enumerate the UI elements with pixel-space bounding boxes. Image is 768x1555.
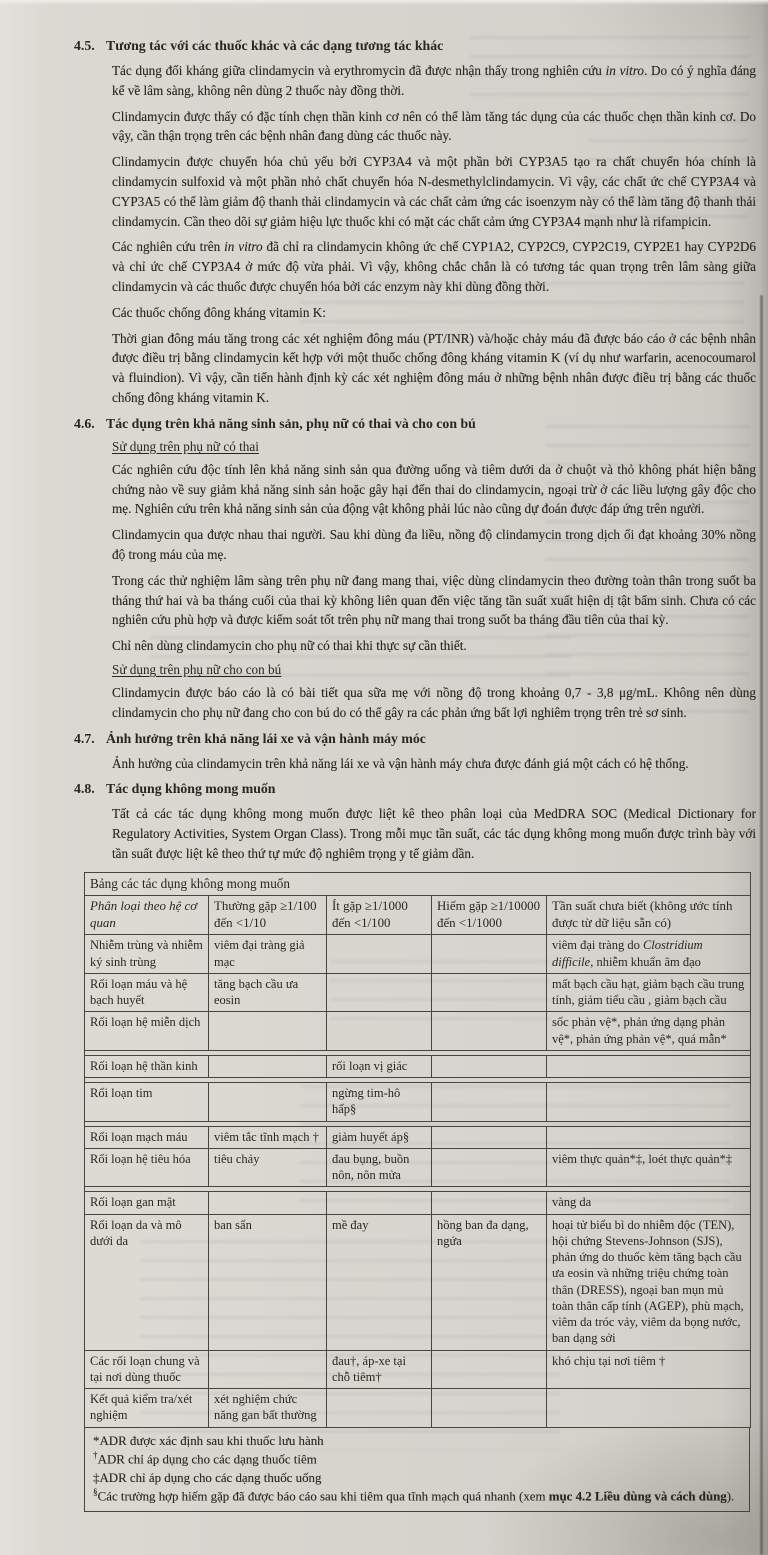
table-cell bbox=[432, 1192, 547, 1214]
section-title: Tác dụng không mong muốn bbox=[106, 781, 276, 797]
paragraph: Trong các thử nghiệm lâm sàng trên phụ nữ đang mang thai, việc dùng clindamycin theo đường toàn thân trong suốt ba tháng thứ hai và ba tháng cuối của thai kỳ không liên quan đến việc tăng tần suất xuất hiện dị tật bẩm sinh. Chưa có các nghiên cứu phù hợp và được kiểm soát tốt trên phụ nữ mang thai trong suốt ba tháng đầu tiên của thai kỳ. bbox=[112, 572, 756, 628]
table-cell: Rối loạn máu và hệ bạch huyết bbox=[85, 973, 209, 1012]
paragraph-text: Tác dụng đối kháng giữa clindamycin và erythromycin đã được nhận thấy trong nghiên cứu bbox=[112, 63, 606, 78]
table-cell: tiêu chảy bbox=[209, 1148, 327, 1187]
column-header: Hiếm gặp ≥1/10000 đến <1/1000 bbox=[432, 895, 547, 935]
footnote-text: ADR chỉ áp dụng cho các dạng thuốc uống bbox=[99, 1470, 322, 1485]
section-number: 4.5. bbox=[74, 38, 95, 53]
paragraph: Ảnh hưởng của clindamycin trên khả năng lái xe và vận hành máy chưa được đánh giá một cách có hệ thống. bbox=[112, 755, 689, 771]
paragraph: Clindamycin được chuyển hóa chủ yếu bởi CYP3A4 và một phần bởi CYP3A5 tạo ra chất chuyển hóa chính là clindamycin sulfoxid và một phần nhỏ chất chuyển hóa N-desmethylclindamycin. Vì vậy, các chất ức chế CYP3A4 và CYP3A5 có thể làm giảm độ thanh thải clindamycin và các chất cảm ứng các isoenzym này có thể làm tăng độ thanh thải clindamycin. Cần theo dõi sự giảm hiệu lực thuốc khi có mặt các chất cảm ứng CYP3A4 mạnh như là rifampicin. bbox=[112, 154, 756, 229]
table-cell bbox=[209, 1012, 327, 1051]
table-row bbox=[85, 1192, 751, 1214]
column-header: Thường gặp ≥1/100 đến <1/10 bbox=[209, 895, 327, 935]
table-cell: Rối loạn mạch máu bbox=[85, 1126, 209, 1148]
table-cell: viêm tắc tĩnh mạch † bbox=[209, 1126, 327, 1148]
table-row bbox=[85, 973, 751, 1012]
footnote-text: ADR chỉ áp dụng cho các dạng thuốc tiêm bbox=[97, 1452, 317, 1467]
paragraph-text: . Do có ý nghĩa đáng kể về lâm sàng, không nên dùng 2 thuốc này đồng thời. bbox=[112, 63, 756, 98]
section-title: Tác dụng trên khả năng sinh sản, phụ nữ có thai và cho con bú bbox=[106, 415, 476, 431]
table-cell bbox=[327, 973, 432, 1012]
table-cell bbox=[432, 973, 547, 1012]
table-cell bbox=[327, 1012, 432, 1051]
section-4-8-heading bbox=[74, 779, 756, 799]
section-number: 4.6. bbox=[74, 415, 95, 431]
table-title: Bảng các tác dụng không mong muốn bbox=[85, 872, 751, 895]
footnote-text: ). bbox=[726, 1489, 735, 1504]
table-cell: Rối loạn da và mô dưới da bbox=[85, 1214, 209, 1350]
table-cell bbox=[547, 935, 751, 974]
table-cell bbox=[432, 1350, 547, 1389]
paragraph bbox=[112, 61, 756, 101]
table-cell bbox=[209, 1350, 327, 1389]
section-4-7-heading bbox=[74, 729, 756, 749]
column-header: Ít gặp ≥1/1000 đến <1/100 bbox=[327, 895, 432, 935]
section-4-5-heading bbox=[74, 36, 756, 56]
table-cell: Nhiễm trùng và nhiễm ký sinh trùng bbox=[85, 935, 209, 974]
table-row bbox=[85, 1126, 751, 1148]
footnote-text: Các trường hợp hiếm gặp đã được báo cáo sau khi tiêm qua tĩnh mạch quá nhanh (xem bbox=[97, 1489, 549, 1504]
paragraph-text: đã chỉ ra clindamycin không ức chế CYP1A2, CYP2C9, CYP2C19, CYP2E1 hay CYP2D6 và chỉ ức chế CYP3A4 ở mức độ vừa phải. Vì vậy, không chắc chắn là có tương tác quan trọng trên lâm sàng giữa clindamycin và các thuốc được chuyển hóa bởi các enzym này khi dùng đồng thời. bbox=[112, 239, 756, 294]
table-cell bbox=[432, 1083, 547, 1122]
table-header-row bbox=[85, 895, 751, 935]
table-cell: xét nghiệm chức năng gan bất thường bbox=[209, 1389, 327, 1428]
column-header: Tần suất chưa biết (không ước tính được từ dữ liệu sẵn có) bbox=[547, 895, 751, 935]
table-cell bbox=[547, 1055, 751, 1077]
table-cell: Rối loạn tim bbox=[85, 1083, 209, 1122]
table-cell: hoại tử biểu bì do nhiễm độc (TEN), hội chứng Stevens-Johnson (SJS), phản ứng do thuốc kèm tăng bạch cầu ưa eosin và những triệu chứng toàn thân (DRESS), ngoại ban mụn mủ toàn thân cấp tính (AGEP), phù mạch, viêm da tróc vảy, viêm da bọng nước, ban dạng sởi bbox=[547, 1214, 751, 1350]
adverse-reactions-table bbox=[84, 872, 751, 1428]
table-cell: viêm đại tràng giả mạc bbox=[209, 935, 327, 974]
table-row bbox=[85, 1350, 751, 1389]
table-cell bbox=[432, 1055, 547, 1077]
paragraph: Clindamycin được thấy có đặc tính chẹn thần kinh cơ nên có thể làm tăng tác dụng của các thuốc chẹn thần kinh cơ. Do vậy, cần thận trọng trên các bệnh nhân đang dùng các thuốc này. bbox=[112, 108, 756, 144]
table-cell bbox=[209, 1083, 327, 1122]
paragraph: Các nghiên cứu độc tính lên khả năng sinh sản qua đường uống và tiêm dưới da ở chuột và thỏ không phát hiện bằng chứng nào về suy giảm khả năng sinh sản hoặc gây hại đến thai do clindamycin, ngoại trừ ở các liều lượng gây độc cho mẹ. Nghiên cứu trên khả năng sinh sản của động vật không phải lúc nào cũng dự đoán được đáp ứng trên người. bbox=[112, 461, 756, 517]
table-cell: Rối loạn gan mật bbox=[85, 1192, 209, 1214]
table-row bbox=[85, 1214, 751, 1350]
cell-text: viêm đại tràng do bbox=[552, 938, 643, 953]
section-4-7 bbox=[74, 729, 756, 774]
footnote-symbol: § bbox=[93, 1487, 98, 1498]
table-cell bbox=[209, 1192, 327, 1214]
table-cell bbox=[327, 1192, 432, 1214]
footnote-symbol: * bbox=[93, 1433, 100, 1448]
table-cell bbox=[432, 1148, 547, 1187]
table-cell bbox=[327, 935, 432, 974]
section-4-6-heading bbox=[74, 414, 756, 434]
subsection-breastfeeding: Sử dụng trên phụ nữ cho con bú bbox=[112, 661, 282, 677]
italic-term: Clostridium difficile bbox=[552, 938, 703, 969]
table-cell: Rối loạn hệ thần kinh bbox=[85, 1055, 209, 1077]
table-cell: hồng ban đa dạng, ngứa bbox=[432, 1214, 547, 1350]
footnote bbox=[93, 1487, 741, 1506]
section-4-8 bbox=[74, 779, 756, 863]
italic-term: in vitro bbox=[605, 63, 645, 78]
table-cell bbox=[432, 935, 547, 974]
table-cell bbox=[547, 1389, 751, 1428]
section-title: Tương tác với các thuốc khác và các dạng tương tác khác bbox=[106, 38, 444, 53]
table-cell: Kết quả kiểm tra/xét nghiệm bbox=[85, 1389, 209, 1428]
subsection-pregnancy: Sử dụng trên phụ nữ có thai bbox=[112, 438, 259, 454]
paragraph: Clindamycin được báo cáo là có bài tiết qua sữa mẹ với nồng độ trong khoảng 0,7 - 3,8 μg/mL. Không nên dùng clindamycin cho phụ nữ đang cho con bú do có thể gây ra các phản ứng bất lợi nghiêm trọng trên trẻ sơ sinh. bbox=[112, 684, 756, 720]
table-cell: vàng da bbox=[547, 1192, 751, 1214]
section-title: Ảnh hưởng trên khả năng lái xe và vận hành máy móc bbox=[106, 730, 426, 746]
table-cell: mề đay bbox=[327, 1214, 432, 1350]
table-cell: rối loạn vị giác bbox=[327, 1055, 432, 1077]
table-cell: Rối loạn hệ miễn dịch bbox=[85, 1012, 209, 1051]
table-row bbox=[85, 1055, 751, 1077]
table-row bbox=[85, 1148, 751, 1187]
table-cell: ngừng tim-hô hấp§ bbox=[327, 1083, 432, 1122]
paragraph: Chỉ nên dùng clindamycin cho phụ nữ có thai khi thực sự cần thiết. bbox=[112, 638, 467, 654]
paragraph: Các thuốc chống đông kháng vitamin K: bbox=[112, 304, 326, 320]
paragraph: Tất cả các tác dụng không mong muốn được liệt kê theo phân loại của MedDRA SOC (Medical Dictionary for Regulatory Activities, System Organ Class). Trong mỗi mục tần suất, các tác dụng không mong muốn được trình bày với tần suất được liệt kê theo thứ tự mức độ nghiêm trọng y tế giảm dần. bbox=[112, 806, 756, 861]
paragraph: Clindamycin qua được nhau thai người. Sau khi dùng đa liều, nồng độ clindamycin trong dịch ối đạt khoảng 30% nồng độ trong máu của mẹ. bbox=[112, 527, 756, 562]
footnote-symbol: † bbox=[93, 1450, 98, 1461]
footnote bbox=[93, 1432, 741, 1450]
table-cell: giảm huyết áp§ bbox=[327, 1126, 432, 1148]
table-row bbox=[85, 1012, 751, 1051]
table-cell: khó chịu tại nơi tiêm † bbox=[547, 1350, 751, 1389]
table-cell bbox=[209, 1055, 327, 1077]
table-cell: tăng bạch cầu ưa eosin bbox=[209, 973, 327, 1012]
paragraph-text: Các nghiên cứu trên bbox=[112, 239, 225, 255]
cell-text: , nhiễm khuẩn âm đạo bbox=[590, 954, 701, 969]
table-cell: Các rối loạn chung và tại nơi dùng thuốc bbox=[85, 1350, 209, 1389]
footnote-bold-reference: mục 4.2 Liều dùng và cách dùng bbox=[548, 1489, 727, 1504]
section-number: 4.8. bbox=[74, 781, 95, 797]
table-row bbox=[85, 1083, 751, 1122]
table-cell bbox=[547, 1126, 751, 1148]
table-cell: đau†, áp-xe tại chỗ tiêm† bbox=[327, 1350, 432, 1389]
paragraph bbox=[112, 237, 756, 296]
footnote-symbol: ‡ bbox=[93, 1470, 100, 1485]
table-cell: sốc phản vệ*, phản ứng dạng phản vệ*, phản ứng phản vệ*, quá mẫn* bbox=[547, 1012, 751, 1051]
table-row bbox=[85, 1389, 751, 1428]
table-cell bbox=[432, 1012, 547, 1051]
italic-term: in vitro bbox=[224, 239, 263, 255]
table-row bbox=[85, 935, 751, 974]
table-cell: ban sẩn bbox=[209, 1214, 327, 1350]
footnote bbox=[93, 1450, 741, 1469]
table-footnotes bbox=[84, 1428, 750, 1513]
footnote-text: ADR được xác định sau khi thuốc lưu hành bbox=[99, 1433, 324, 1448]
footnote bbox=[93, 1469, 741, 1487]
column-header: Phân loại theo hệ cơ quan bbox=[85, 895, 209, 935]
section-number: 4.7. bbox=[74, 730, 95, 746]
paragraph: Thời gian đông máu tăng trong các xét nghiệm đông máu (PT/INR) và/hoặc chảy máu đã được báo cáo ở các bệnh nhân được điều trị bằng clindamycin kết hợp với một thuốc chống đông kháng vitamin K (ví dụ như warfarin, acenocoumarol và fluindion). Vì vậy, cần tiến hành định kỳ các xét nghiệm đông máu ở những bệnh nhân được điều trị bằng các thuốc chống đông kháng vitamin K. bbox=[112, 330, 756, 405]
table-cell bbox=[432, 1389, 547, 1428]
table-cell bbox=[432, 1126, 547, 1148]
table-cell bbox=[327, 1389, 432, 1428]
table-cell: đau bụng, buồn nôn, nôn mửa bbox=[327, 1148, 432, 1187]
section-4-5 bbox=[74, 36, 756, 408]
section-4-6 bbox=[74, 414, 756, 723]
table-cell: Rối loạn hệ tiêu hóa bbox=[85, 1148, 209, 1187]
table-cell: mất bạch cầu hạt, giảm bạch cầu trung tính, giảm tiểu cầu , giảm bạch cầu bbox=[547, 973, 751, 1012]
table-cell bbox=[547, 1083, 751, 1122]
table-cell: viêm thực quản*‡, loét thực quản*‡ bbox=[547, 1148, 751, 1187]
